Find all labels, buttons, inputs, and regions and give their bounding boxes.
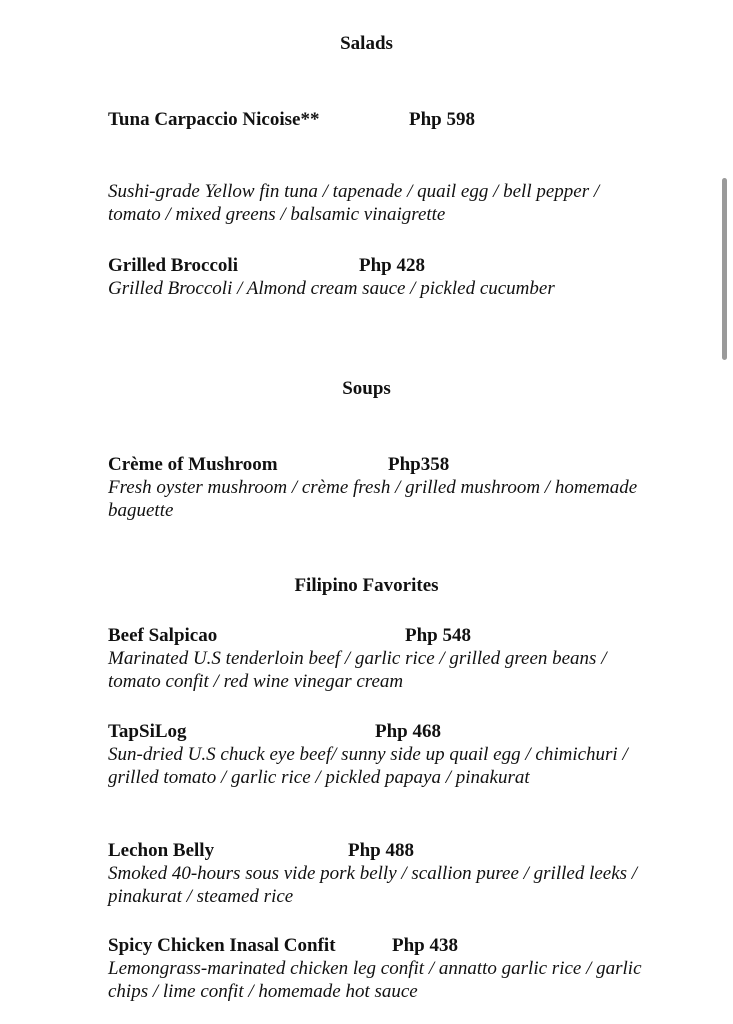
item-header — [108, 935, 648, 957]
item-name: Crème of Mushroom — [108, 454, 278, 475]
item-price: Php 488 — [348, 840, 414, 861]
item-header — [108, 625, 648, 647]
item-description: Fresh oyster mushroom / crème fresh / grilled mushroom / homemade baguette — [108, 477, 638, 521]
vertical-scrollbar[interactable] — [722, 178, 727, 360]
menu-item-creme-of-mushroom — [108, 454, 648, 522]
item-description: Sun-dried U.S chuck eye beef/ sunny side up quail egg / chimichuri / grilled tomato / garlic rice / pickled papaya / pinakurat — [108, 744, 628, 788]
item-price: Php 598 — [409, 109, 475, 130]
menu-item-tuna-carpaccio — [108, 109, 648, 226]
item-description: Lemongrass-marinated chicken leg confit / annatto garlic rice / garlic chips / lime confit / homemade hot sauce — [108, 958, 642, 1002]
section-title-salads: Salads — [340, 33, 393, 54]
item-price: Php 468 — [375, 721, 441, 742]
item-header — [108, 454, 648, 476]
item-name: Lechon Belly — [108, 840, 215, 861]
menu-item-tapsilog — [108, 721, 648, 789]
item-description: Grilled Broccoli / Almond cream sauce / pickled cucumber — [108, 278, 555, 299]
menu-item-grilled-broccoli — [108, 255, 648, 300]
item-name: Beef Salpicao — [108, 625, 218, 646]
menu-item-spicy-chicken-inasal — [108, 935, 648, 1003]
item-description: Smoked 40-hours sous vide pork belly / scallion puree / grilled leeks / pinakurat / steamed rice — [108, 863, 638, 907]
item-name: TapSiLog — [108, 721, 187, 742]
item-header — [108, 721, 648, 743]
item-name: Grilled Broccoli — [108, 255, 238, 276]
item-price: Php 438 — [392, 935, 458, 956]
item-price: Php 548 — [405, 625, 471, 646]
item-price: Php358 — [388, 454, 450, 475]
menu-item-lechon-belly — [108, 840, 648, 908]
menu-item-beef-salpicao — [108, 625, 648, 693]
item-header — [108, 255, 648, 277]
item-description: Sushi-grade Yellow fin tuna / tapenade / quail egg / bell pepper / tomato / mixed greens / balsamic vinaigrette — [108, 181, 600, 225]
item-description: Marinated U.S tenderloin beef / garlic rice / grilled green beans / tomato confit / red wine vinegar cream — [108, 648, 607, 692]
item-name: Spicy Chicken Inasal Confit — [108, 935, 336, 956]
item-name: Tuna Carpaccio Nicoise** — [108, 109, 320, 130]
section-title-filipino-favorites: Filipino Favorites — [294, 575, 439, 596]
section-title-soups: Soups — [342, 378, 391, 399]
item-header — [108, 109, 648, 131]
item-header — [108, 840, 648, 862]
item-price: Php 428 — [359, 255, 425, 276]
